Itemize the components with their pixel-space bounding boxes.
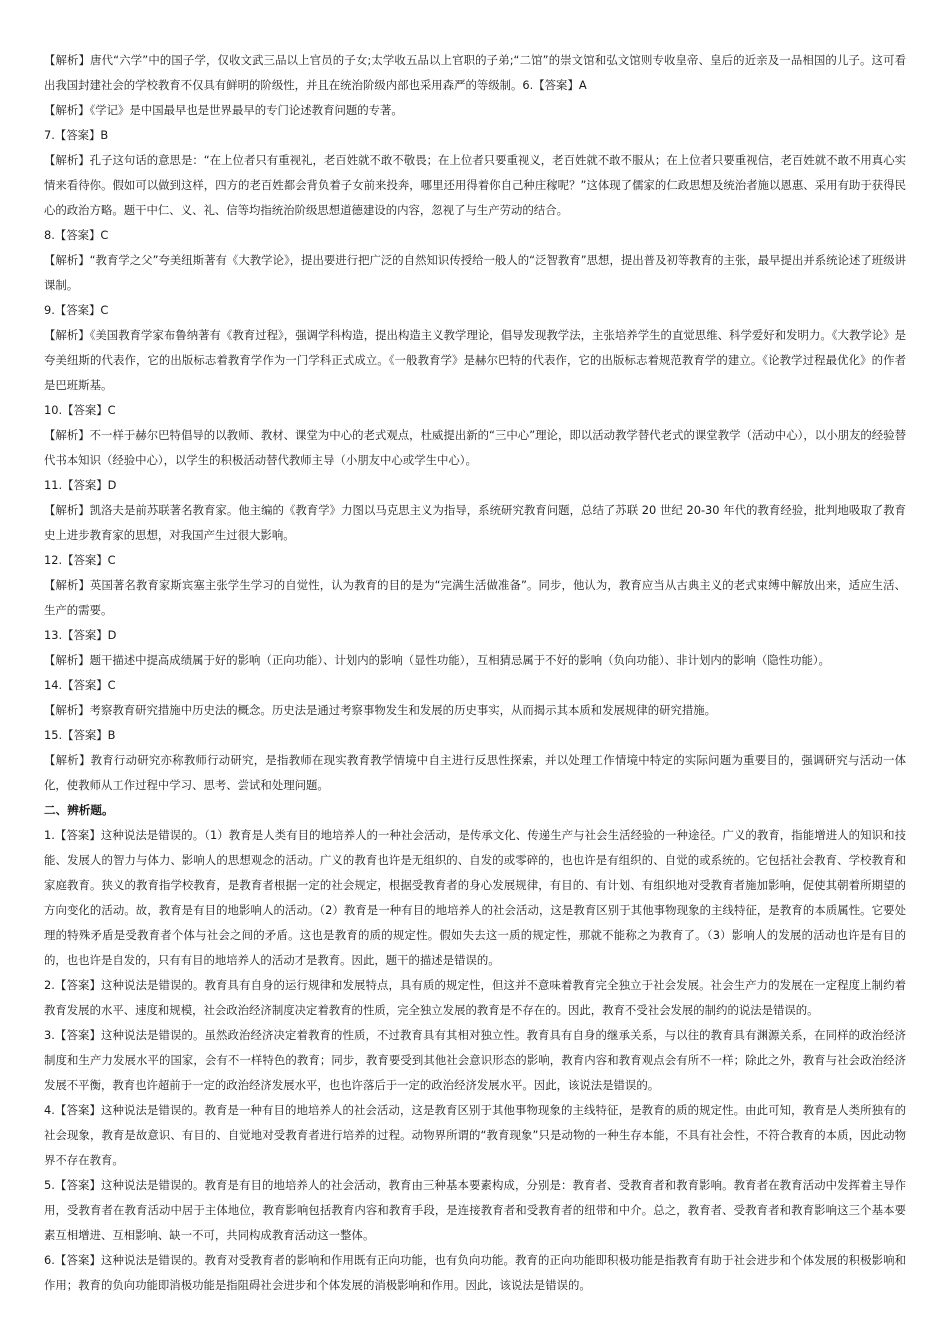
text-paragraph: 5.【答案】这种说法是错误的。教育是有目的地培养人的社会活动，教育由三种基本要素构成，分别是：教育者、受教育者和教育影响。教育者在教育活动中发挥着主导作用，受教育者在教育活动中居于主体地位，教育影响包括教育内容和教育手段，是连接教育者和受教育者的纽带和中介。总之，教育者、受教育者和教育影响这三个基本要素互相增进、互相影响、缺一不可，共同构成教育活动这一整体。 bbox=[44, 1178, 906, 1242]
text-paragraph: 15.【答案】B bbox=[44, 728, 116, 742]
text-paragraph: 【解析】《美国教育学家布鲁纳著有《教育过程》，强调学科构造，提出构造主义教学理论，倡导发现教学法，主张培养学生的直觉思维、科学爱好和发明力。《大教学论》是夸美纽斯的代表作，它的出版标志着教育学作为一门学科正式成立。《一般教育学》是赫尔巴特的代表作，它的出版标志着规范教育学的建立。《论教学过程最优化》的作者是巴班斯基。 bbox=[44, 328, 906, 392]
text-paragraph: 6.【答案】这种说法是错误的。教育对受教育者的影响和作用既有正向功能，也有负向功能。教育的正向功能即积极功能是指教育有助于社会进步和个体发展的积极影响和作用；教育的负向功能即消极功能是指阻碍社会进步和个体发展的消极影响和作用。因此，该说法是错误的。 bbox=[44, 1253, 906, 1292]
text-paragraph: 【解析】“教育学之父”夸美纽斯著有《大教学论》，提出要进行把广泛的自然知识传授给一般人的“泛智教育”思想，提出普及初等教育的主张，最早提出并系统论述了班级讲课制。 bbox=[44, 253, 906, 292]
text-paragraph: 【解析】不一样于赫尔巴特倡导的以教师、教材、课堂为中心的老式观点，杜威提出新的“三中心”理论，即以活动教学替代老式的课堂教学（活动中心），以小朋友的经验替代书本知识（经验中心），以学生的积极活动替代教师主导（小朋友中心或学生中心）。 bbox=[44, 428, 906, 467]
text-paragraph: 【解析】英国著名教育家斯宾塞主张学生学习的自觉性，认为教育的目的是为“完满生活做准备”。同步，他认为，教育应当从古典主义的老式束缚中解放出来，适应生活、生产的需要。 bbox=[44, 578, 906, 617]
text-paragraph: 1.【答案】这种说法是错误的。（1）教育是人类有目的地培养人的一种社会活动，是传承文化、传递生产与社会生活经验的一种途径。广义的教育，指能增进人的知识和技能、发展人的智力与体力、影响人的思想观念的活动。广义的教育也许是无组织的、自发的或零碎的，也也许是有组织的、自觉的或系统的。它包括社会教育、学校教育和家庭教育。狭义的教育指学校教育，是教育者根据一定的社会规定，根据受教育者的身心发展规律，有目的、有计划、有组织地对受教育者施加影响，促使其朝着所期望的方向变化的活动。故，教育是有目的地影响人的活动。（2）教育是一种有目的地培养人的社会活动，这是教育区别于其他事物现象的主线特征，是教育的本质属性。它要处理的特殊矛盾是受教育者个体与社会之间的矛盾。这也是教育的质的规定性。假如失去这一质的规定性，那就不能称之为教育了。（3）影响人的发展的活动也许是有目的的，也也许是自发的，只有有目的地培养人的活动才是教育。因此，题干的描述是错误的。 bbox=[44, 828, 906, 967]
text-paragraph: 3.【答案】这种说法是错误的。虽然政治经济决定着教育的性质，不过教育具有其相对独立性。教育具有自身的继承关系，与以往的教育具有渊源关系，在同样的政治经济制度和生产力发展水平的国家，会有不一样特色的教育；同步，教育要受到其他社会意识形态的影响，教育内容和教育观点会有所不一样；除此之外，教育与社会政治经济发展不平衡，教育也许超前于一定的政治经济发展水平，也也许落后于一定的政治经济发展水平。因此，该说法是错误的。 bbox=[44, 1028, 906, 1092]
text-paragraph: 2.【答案】这种说法是错误的。教育具有自身的运行规律和发展特点，具有质的规定性，但这并不意味着教育完全独立于社会发展。社会生产力的发展在一定程度上制约着教育发展的水平、速度和规模，社会政治经济制度决定着教育的性质，完全独立发展的教育是不存在的。因此，教育不受社会发展的制约的说法是错误的。 bbox=[44, 978, 906, 1017]
text-paragraph: 8.【答案】C bbox=[44, 228, 109, 242]
text-paragraph: 【解析】题干描述中提高成绩属于好的影响（正向功能）、计划内的影响（显性功能），互相猜忌属于不好的影响（负向功能）、非计划内的影响（隐性功能）。 bbox=[44, 653, 830, 667]
text-paragraph: 9.【答案】C bbox=[44, 303, 109, 317]
text-paragraph: 12.【答案】C bbox=[44, 553, 116, 567]
text-paragraph: 【解析】凯洛夫是前苏联著名教育家。他主编的《教育学》力图以马克思主义为指导，系统研究教育问题，总结了苏联 20 世纪 20-30 年代的教育经验，批判地吸取了教育史上进步教育家的思想，对我国产生过很大影响。 bbox=[44, 503, 906, 542]
answer-analysis-content bbox=[44, 48, 906, 1298]
section-heading: 二、辨析题。 bbox=[44, 803, 114, 817]
text-paragraph: 【解析】考察教育研究措施中历史法的概念。历史法是通过考察事物发生和发展的历史事实，从而揭示其本质和发展规律的研究措施。 bbox=[44, 703, 717, 717]
text-paragraph: 10.【答案】C bbox=[44, 403, 116, 417]
text-paragraph: 【解析】唐代“六学”中的国子学，仅收文武三品以上官员的子女;太学收五品以上官职的子弟;“二馆”的崇文馆和弘文馆则专收皇帝、皇后的近亲及一品相国的儿子。这可看出我国封建社会的学校教育不仅具有鲜明的阶级性，并且在统治阶级内部也采用森严的等级制。6.【答案】A bbox=[44, 53, 906, 92]
text-paragraph: 【解析】孔子这句话的意思是：“在上位者只有重视礼，老百姓就不敢不敬畏；在上位者只要重视义，老百姓就不敢不服从；在上位者只要重视信，老百姓就不敢不用真心实情来看待你。假如可以做到这样，四方的老百姓都会背负着子女前来投奔，哪里还用得着你自己种庄稼呢？”这体现了儒家的仁政思想及统治者施以恩惠、采用有助于获得民心的政治方略。题干中仁、义、礼、信等均指统治阶级思想道德建设的内容，忽视了与生产劳动的结合。 bbox=[44, 153, 906, 217]
text-paragraph: 4.【答案】这种说法是错误的。教育是一种有目的地培养人的社会活动，这是教育区别于其他事物现象的主线特征，是教育的质的规定性。由此可知，教育是人类所独有的社会现象，教育是故意识、有目的、自觉地对受教育者进行培养的过程。动物界所谓的“教育现象”只是动物的一种生存本能，不具有社会性，不符合教育的本质，因此动物界不存在教育。 bbox=[44, 1103, 906, 1167]
text-paragraph: 【解析】《学记》是中国最早也是世界最早的专门论述教育问题的专著。 bbox=[44, 103, 403, 117]
text-paragraph: 【解析】教育行动研究亦称教师行动研究，是指教师在现实教育教学情境中自主进行反思性探索，并以处理工作情境中特定的实际问题为重要目的，强调研究与活动一体化，使教师从工作过程中学习、思考、尝试和处理问题。 bbox=[44, 753, 906, 792]
text-paragraph: 11.【答案】D bbox=[44, 478, 117, 492]
text-paragraph: 13.【答案】D bbox=[44, 628, 117, 642]
text-paragraph: 7.【答案】B bbox=[44, 128, 109, 142]
text-paragraph: 14.【答案】C bbox=[44, 678, 116, 692]
